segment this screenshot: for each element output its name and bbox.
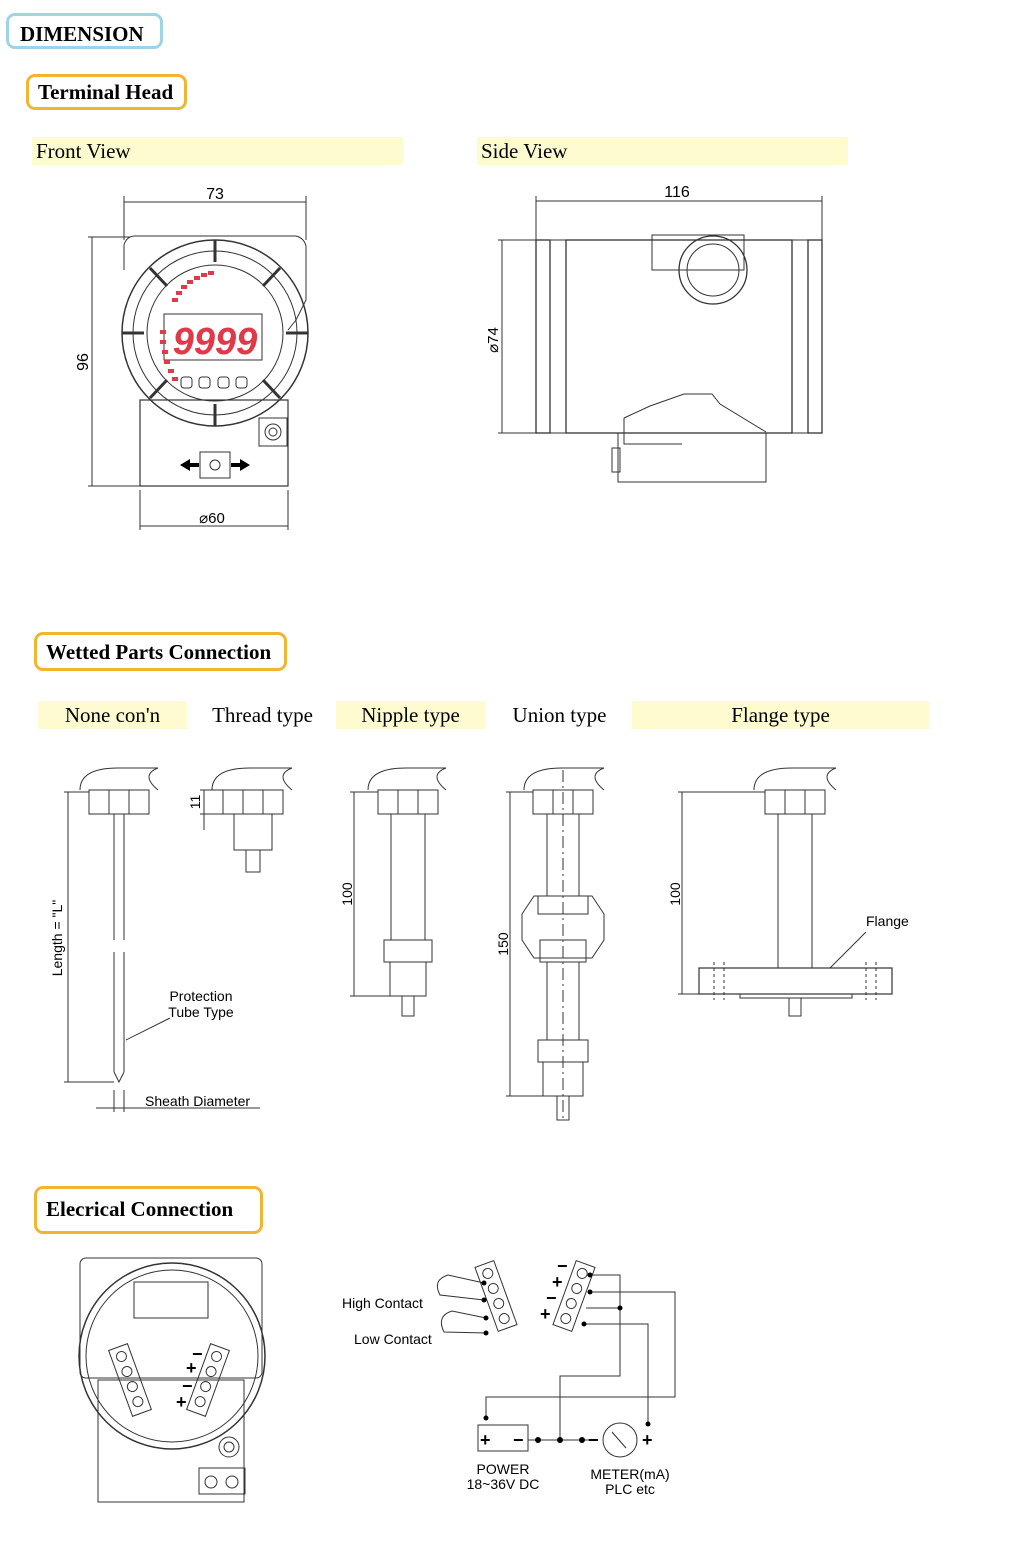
- schematic-plus-2: +: [540, 1304, 551, 1324]
- schematic-plus-1: +: [552, 1272, 563, 1292]
- dim-nipple: 100: [339, 882, 355, 906]
- front-view-label: Front View: [32, 137, 403, 165]
- low-contact-label: Low Contact: [354, 1331, 432, 1347]
- electrical-drawing: [76, 1250, 696, 1510]
- housing-plus-1: +: [186, 1358, 197, 1378]
- length-label: Length = "L": [49, 899, 65, 977]
- housing-minus-1: −: [192, 1344, 203, 1364]
- dim-front-base: ⌀60: [199, 510, 225, 527]
- protection-label: Protection: [169, 988, 233, 1004]
- side-view-label: Side View: [477, 137, 848, 165]
- display-readout: 9999: [172, 321, 258, 363]
- type-label-nipple: Nipple type: [336, 701, 485, 729]
- type-label-thread: Thread type: [212, 703, 313, 727]
- schematic-minus-2: −: [546, 1288, 557, 1308]
- meter-sub-label: PLC etc: [605, 1481, 655, 1497]
- type-label-flange: Flange type: [632, 701, 929, 729]
- dim-side-width: 116: [664, 184, 690, 201]
- page-title: DIMENSION: [6, 13, 163, 49]
- wetted-parts-drawing: [40, 760, 930, 1130]
- power-spec: 18~36V DC: [466, 1476, 540, 1492]
- meter-plus: +: [642, 1430, 653, 1450]
- power-plus: +: [480, 1430, 491, 1450]
- housing-minus-2: −: [182, 1376, 193, 1396]
- dim-front-width: 73: [206, 186, 224, 203]
- housing-plus-2: +: [176, 1392, 187, 1412]
- section-heading-electrical: Elecrical Connection: [34, 1186, 263, 1234]
- dim-side-diameter: ⌀74: [485, 327, 502, 353]
- type-label-union: Union type: [512, 703, 607, 727]
- power-label: POWER: [476, 1461, 530, 1477]
- meter-minus: −: [588, 1430, 599, 1450]
- section-heading-wetted-parts: Wetted Parts Connection: [34, 632, 287, 671]
- power-minus: −: [513, 1430, 524, 1450]
- sheath-diameter-label: Sheath Diameter: [145, 1093, 251, 1109]
- dim-thread: 11: [187, 794, 203, 810]
- dim-union: 150: [495, 932, 511, 956]
- type-label-none: None con'n: [38, 701, 187, 729]
- front-view-drawing: [60, 175, 320, 535]
- section-heading-terminal-head: Terminal Head: [26, 74, 187, 110]
- high-contact-label: High Contact: [342, 1295, 423, 1311]
- dim-flange: 100: [667, 882, 683, 906]
- tube-type-label: Tube Type: [168, 1004, 234, 1020]
- side-view-drawing: [485, 175, 830, 495]
- dim-front-height: 96: [75, 353, 92, 371]
- flange-label: Flange: [866, 913, 909, 929]
- meter-label: METER(mA): [590, 1466, 670, 1482]
- schematic-minus-1: −: [557, 1256, 568, 1276]
